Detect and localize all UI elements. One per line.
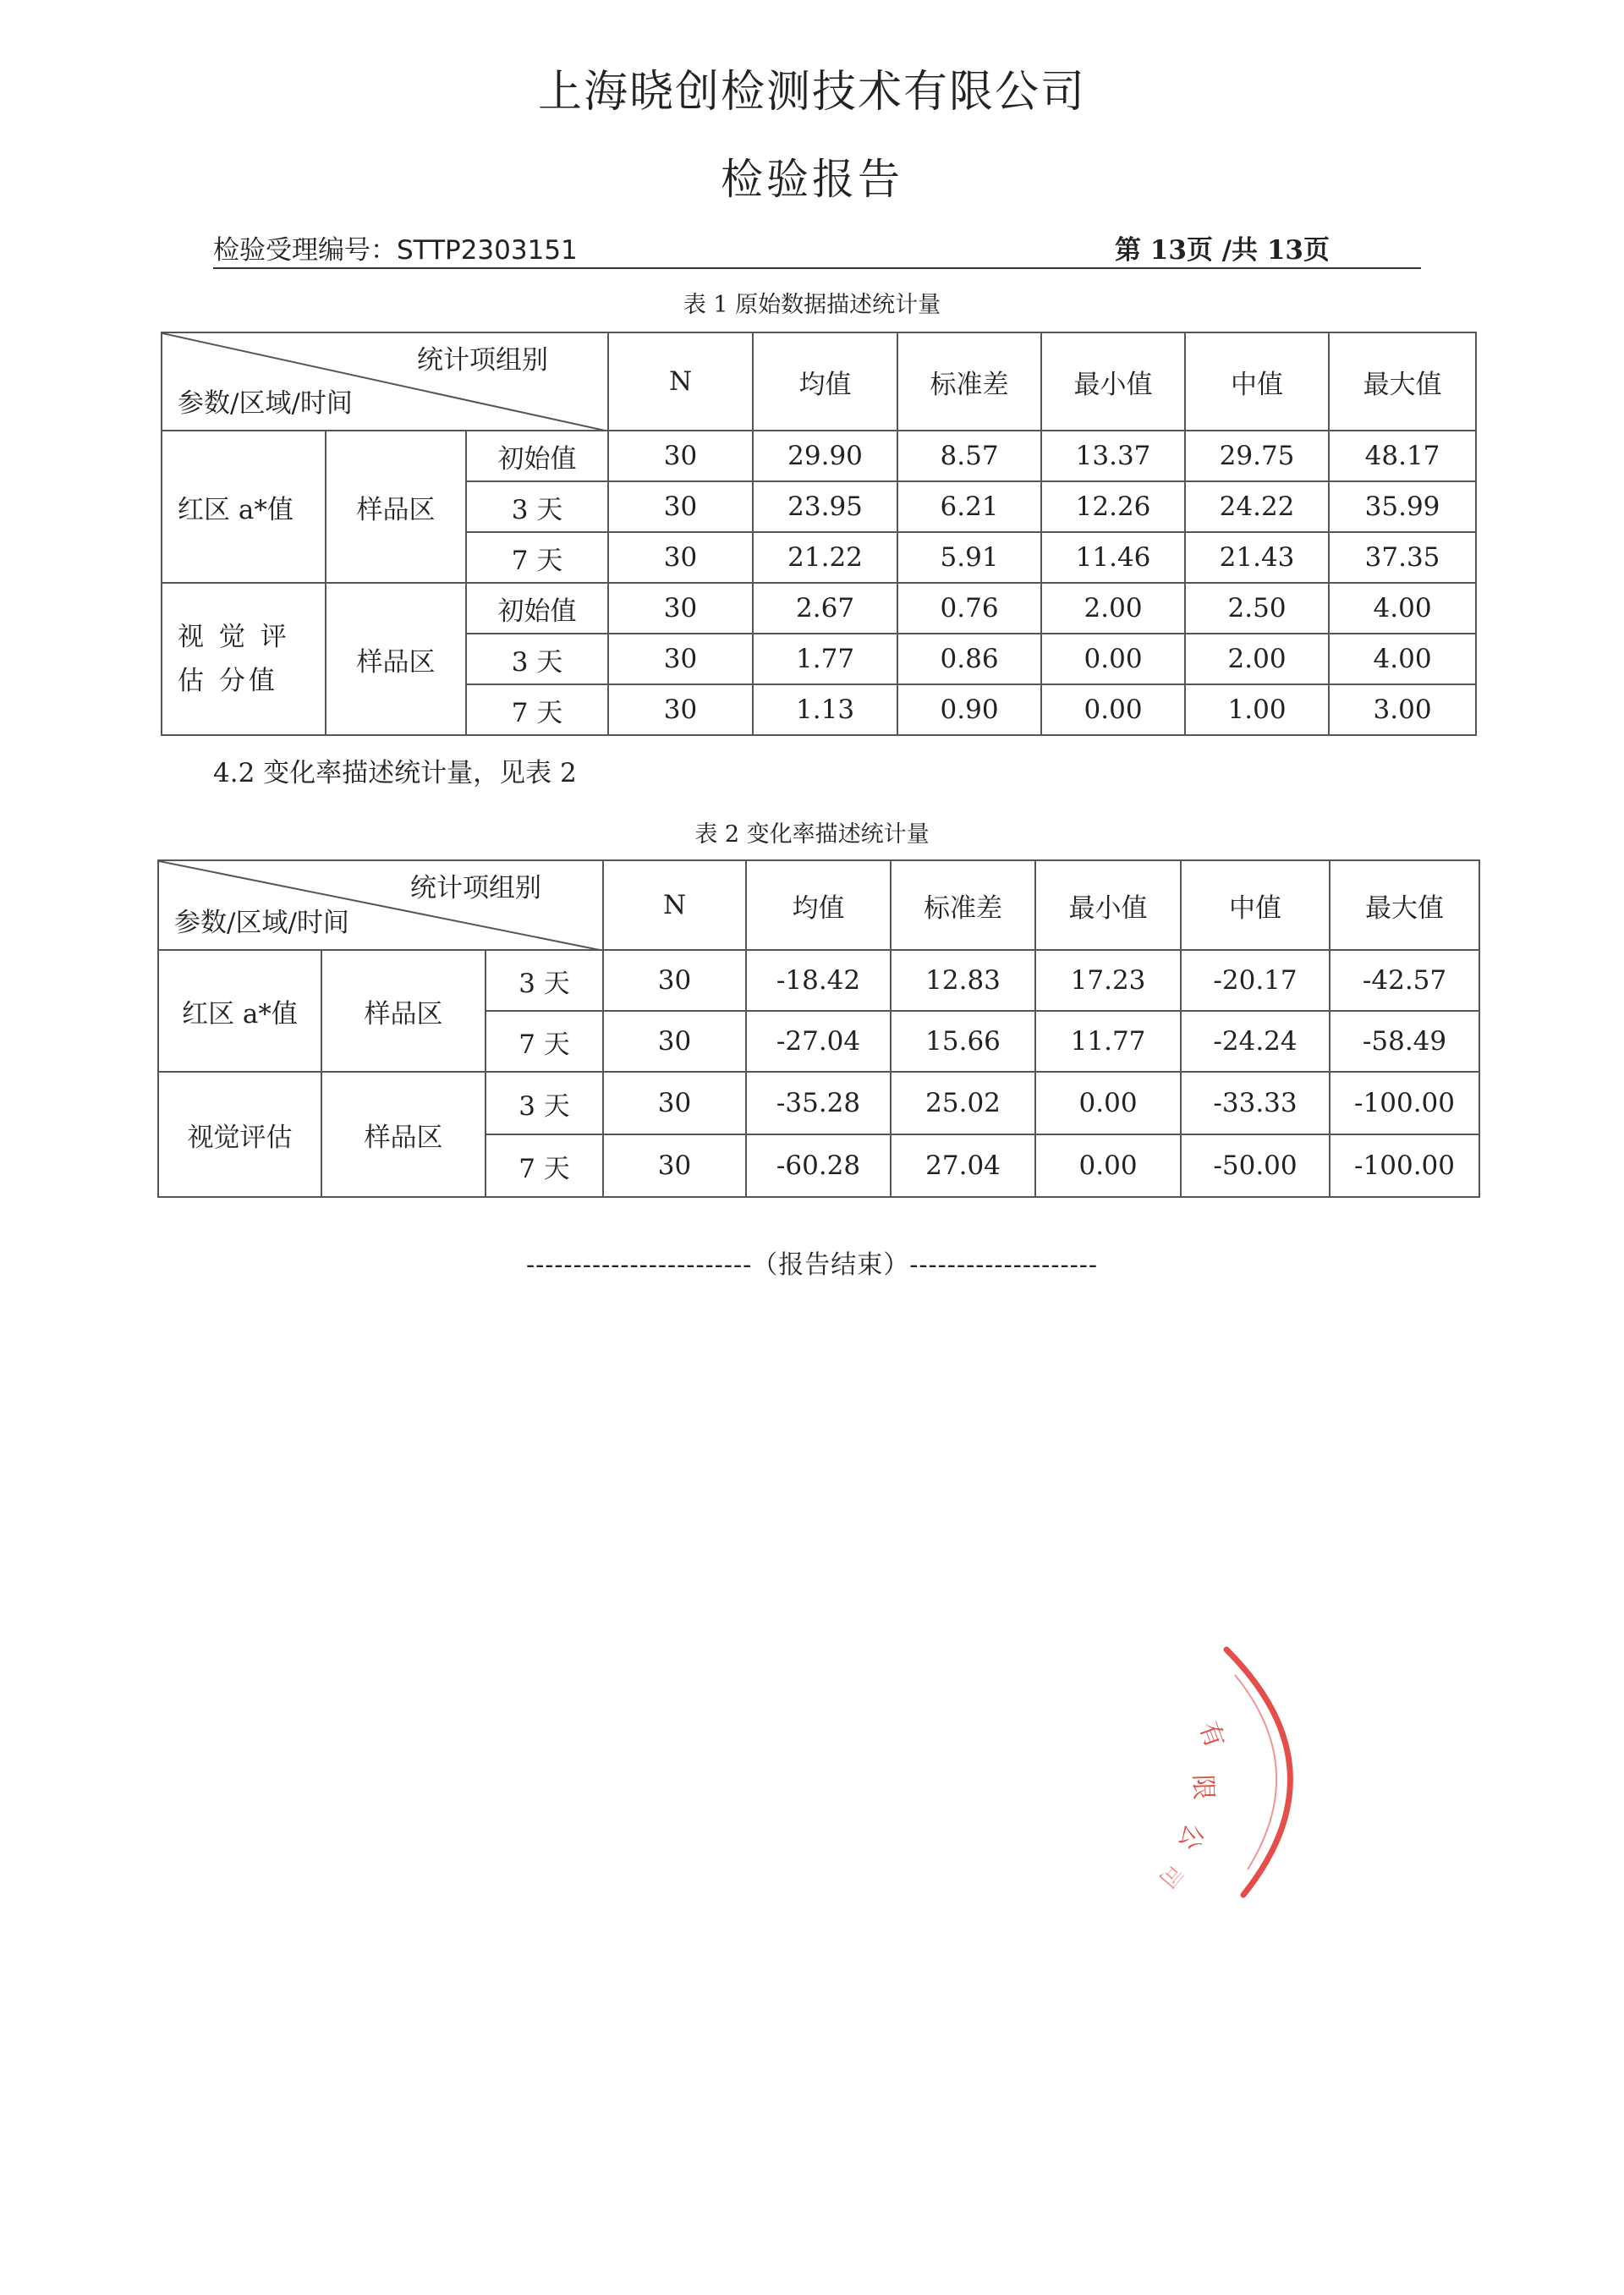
cell-sd: 5.91 <box>897 532 1041 583</box>
cell-mean: 2.67 <box>753 583 897 634</box>
cell-sd: 0.90 <box>897 684 1041 735</box>
cell-sd: 0.86 <box>897 634 1041 684</box>
cell-sd: 6.21 <box>897 481 1041 532</box>
cell-median: -24.24 <box>1181 1011 1330 1072</box>
cell-median: 2.00 <box>1185 634 1329 684</box>
svg-text:公: 公 <box>1172 1820 1210 1854</box>
column-header: 最大值 <box>1329 332 1476 431</box>
cell-mean: 29.90 <box>753 431 897 481</box>
time-label: 初始值 <box>466 431 608 481</box>
time-label: 3 天 <box>466 481 608 532</box>
cell-mean: -60.28 <box>746 1134 891 1197</box>
table2-caption: 表 2 变化率描述统计量 <box>694 821 930 848</box>
cell-mean: 21.22 <box>753 532 897 583</box>
acceptance-label: 检验受理编号： <box>213 235 397 266</box>
cell-n: 30 <box>608 634 753 684</box>
cell-n: 30 <box>603 1072 746 1134</box>
time-label: 7 天 <box>486 1134 603 1197</box>
cell-mean: -27.04 <box>746 1011 891 1072</box>
cell-sd: 12.83 <box>891 950 1035 1011</box>
cell-median: 29.75 <box>1185 431 1329 481</box>
cell-max: 4.00 <box>1329 583 1476 634</box>
seal-arc-icon <box>1100 1641 1320 1920</box>
cell-mean: 23.95 <box>753 481 897 532</box>
cell-min: 12.26 <box>1041 481 1185 532</box>
cell-sd: 27.04 <box>891 1134 1035 1197</box>
report-info-line <box>213 228 1421 269</box>
cell-mean: 1.77 <box>753 634 897 684</box>
cell-n: 30 <box>608 481 753 532</box>
cell-sd: 0.76 <box>897 583 1041 634</box>
cell-n: 30 <box>608 583 753 634</box>
svg-text:限: 限 <box>1188 1774 1219 1801</box>
cell-n: 30 <box>608 684 753 735</box>
column-header: 最大值 <box>1330 860 1479 950</box>
cell-min: 0.00 <box>1041 634 1185 684</box>
param-label: 视 觉 评 估 分值 <box>162 583 326 735</box>
svg-text:有: 有 <box>1193 1717 1230 1752</box>
table2-change-rate-stats <box>157 859 1480 1198</box>
column-header: 最小值 <box>1035 860 1181 950</box>
cell-median: 2.50 <box>1185 583 1329 634</box>
cell-median: 24.22 <box>1185 481 1329 532</box>
page-indicator: 第 13页 /共 13页 <box>1115 235 1330 266</box>
cell-n: 30 <box>608 532 753 583</box>
time-label: 7 天 <box>466 684 608 735</box>
column-header: 均值 <box>746 860 891 950</box>
column-header: 标准差 <box>891 860 1035 950</box>
cell-max: -58.49 <box>1330 1011 1479 1072</box>
column-header: 中值 <box>1185 332 1329 431</box>
cell-min: 0.00 <box>1041 684 1185 735</box>
corner-bottom-label: 参数/区域/时间 <box>174 908 349 938</box>
cell-min: 11.77 <box>1035 1011 1181 1072</box>
cell-max: -100.00 <box>1330 1072 1479 1134</box>
table1-raw-stats <box>161 332 1477 736</box>
area-label: 样品区 <box>321 1072 486 1197</box>
cell-median: -33.33 <box>1181 1072 1330 1134</box>
param-label: 视觉评估 <box>158 1072 321 1197</box>
table1-caption: 表 1 原始数据描述统计量 <box>683 292 941 318</box>
area-label: 样品区 <box>321 950 486 1072</box>
column-header: N <box>603 860 746 950</box>
cell-n: 30 <box>608 431 753 481</box>
table-row <box>162 431 1476 481</box>
svg-text:司: 司 <box>1153 1859 1188 1892</box>
time-label: 3 天 <box>466 634 608 684</box>
section-heading: 4.2 变化率描述统计量，见表 2 <box>213 758 577 788</box>
acceptance-number-line <box>213 228 578 266</box>
cell-max: 35.99 <box>1329 481 1476 532</box>
cell-min: 13.37 <box>1041 431 1185 481</box>
cell-mean: -18.42 <box>746 950 891 1011</box>
column-header: 标准差 <box>897 332 1041 431</box>
table1-header-corner <box>162 332 608 431</box>
cell-max: 37.35 <box>1329 532 1476 583</box>
cell-sd: 8.57 <box>897 431 1041 481</box>
area-label: 样品区 <box>326 583 466 735</box>
param-label: 红区 a*值 <box>158 950 321 1072</box>
cell-n: 30 <box>603 1011 746 1072</box>
cell-max: -100.00 <box>1330 1134 1479 1197</box>
area-label: 样品区 <box>326 431 466 583</box>
cell-max: 4.00 <box>1329 634 1476 684</box>
cell-median: -20.17 <box>1181 950 1330 1011</box>
cell-max: 48.17 <box>1329 431 1476 481</box>
report-title: 检验报告 <box>721 155 903 204</box>
cell-min: 0.00 <box>1035 1072 1181 1134</box>
corner-bottom-label: 参数/区域/时间 <box>178 388 353 419</box>
cell-n: 30 <box>603 1134 746 1197</box>
acceptance-number: STTP2303151 <box>397 235 578 266</box>
cell-min: 17.23 <box>1035 950 1181 1011</box>
column-header: 最小值 <box>1041 332 1185 431</box>
cell-sd: 15.66 <box>891 1011 1035 1072</box>
table-row <box>158 950 1479 1011</box>
cell-min: 2.00 <box>1041 583 1185 634</box>
cell-median: 21.43 <box>1185 532 1329 583</box>
table2-header-corner <box>158 860 603 950</box>
report-end-marker: ------------------------（报告结束）-------------------- <box>525 1250 1098 1280</box>
cell-mean: -35.28 <box>746 1072 891 1134</box>
cell-median: -50.00 <box>1181 1134 1330 1197</box>
param-label: 红区 a*值 <box>162 431 326 583</box>
cell-max: -42.57 <box>1330 950 1479 1011</box>
time-label: 3 天 <box>486 950 603 1011</box>
cell-mean: 1.13 <box>753 684 897 735</box>
company-seal-stamp <box>1100 1641 1320 1924</box>
corner-top-label: 统计项组别 <box>417 345 549 376</box>
time-label: 初始值 <box>466 583 608 634</box>
cell-max: 3.00 <box>1329 684 1476 735</box>
time-label: 7 天 <box>486 1011 603 1072</box>
cell-sd: 25.02 <box>891 1072 1035 1134</box>
cell-median: 1.00 <box>1185 684 1329 735</box>
column-header: 均值 <box>753 332 897 431</box>
company-name: 上海晓创检测技术有限公司 <box>537 67 1086 118</box>
table-row <box>158 1072 1479 1134</box>
cell-min: 0.00 <box>1035 1134 1181 1197</box>
cell-min: 11.46 <box>1041 532 1185 583</box>
cell-n: 30 <box>603 950 746 1011</box>
column-header: 中值 <box>1181 860 1330 950</box>
column-header: N <box>608 332 753 431</box>
time-label: 7 天 <box>466 532 608 583</box>
corner-top-label: 统计项组别 <box>410 873 542 903</box>
time-label: 3 天 <box>486 1072 603 1134</box>
table-row <box>162 583 1476 634</box>
